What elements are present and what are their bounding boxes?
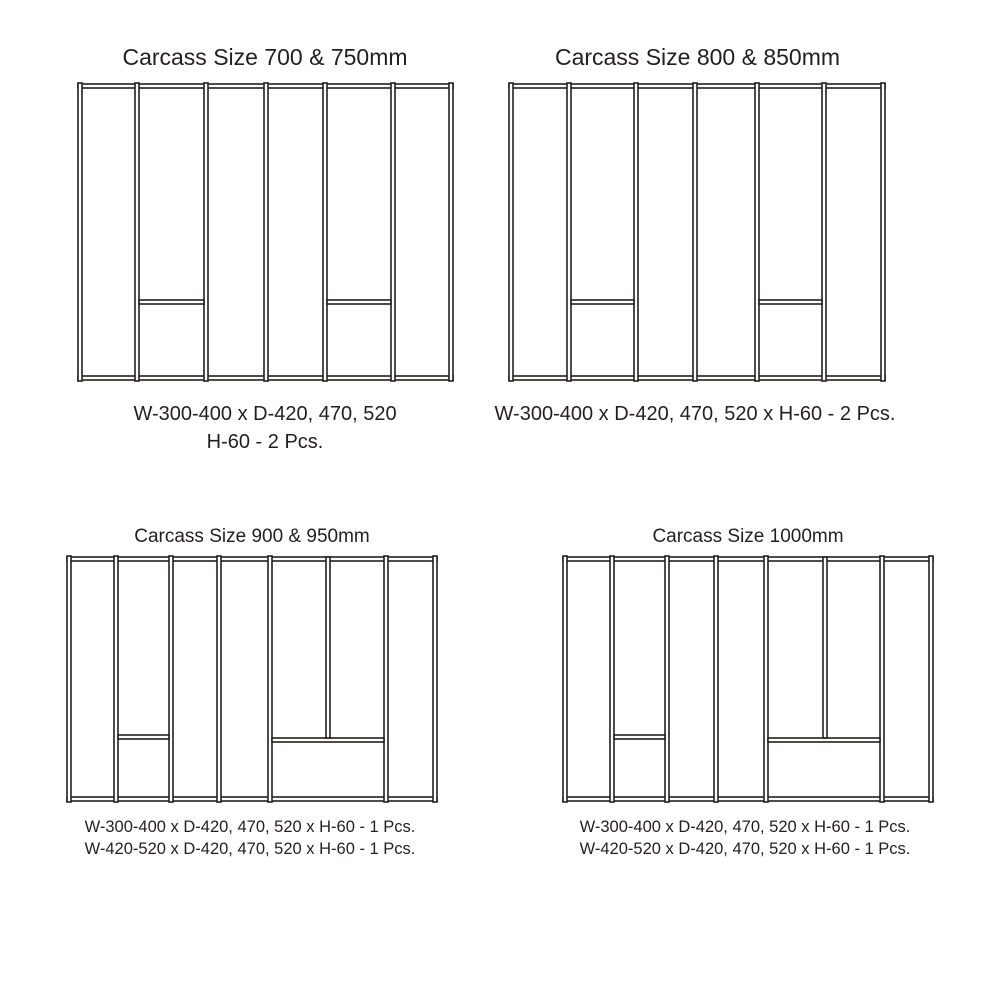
divider-vertical <box>323 83 327 381</box>
divider-horizontal <box>759 300 822 304</box>
tray-diagram-700-750 <box>78 83 453 381</box>
divider-vertical <box>264 83 268 381</box>
divider-vertical <box>169 556 173 802</box>
divider-vertical <box>563 556 567 802</box>
divider-vertical-partial <box>823 557 827 738</box>
caption-line: H-60 - 2 Pcs. <box>206 430 324 453</box>
divider-vertical-partial <box>326 557 330 738</box>
divider-vertical <box>693 83 697 381</box>
divider-vertical <box>391 83 395 381</box>
divider-vertical <box>634 83 638 381</box>
divider-vertical <box>610 556 614 802</box>
tray-diagram-900-950 <box>67 556 437 802</box>
divider-vertical <box>67 556 71 802</box>
divider-vertical <box>204 83 208 381</box>
divider-vertical <box>929 556 933 802</box>
divider-vertical <box>268 556 272 802</box>
caption-line: W-420-520 x D-420, 470, 520 x H-60 - 1 Pcs. <box>84 840 416 859</box>
divider-vertical <box>714 556 718 802</box>
divider-horizontal <box>571 300 634 304</box>
divider-horizontal <box>614 735 665 739</box>
diagram-title-800-850: Carcass Size 800 & 850mm <box>554 44 841 70</box>
frame-rail-bottom <box>67 797 437 801</box>
divider-horizontal <box>327 300 391 304</box>
divider-vertical <box>755 83 759 381</box>
caption-line: W-300-400 x D-420, 470, 520 x H-60 - 2 Pcs. <box>494 403 896 425</box>
tray-diagram-1000 <box>563 556 933 802</box>
frame-rail-bottom <box>563 797 933 801</box>
diagram-title-900-950: Carcass Size 900 & 950mm <box>134 526 370 547</box>
divider-vertical <box>78 83 82 381</box>
divider-vertical <box>114 556 118 802</box>
divider-vertical <box>764 556 768 802</box>
frame-rail-top <box>67 557 437 561</box>
divider-vertical <box>384 556 388 802</box>
divider-horizontal <box>139 300 204 304</box>
divider-vertical <box>135 83 139 381</box>
caption-line: W-420-520 x D-420, 470, 520 x H-60 - 1 Pcs. <box>579 840 911 859</box>
diagram-title-1000: Carcass Size 1000mm <box>652 526 844 547</box>
divider-vertical <box>880 556 884 802</box>
divider-horizontal <box>118 735 169 739</box>
divider-vertical <box>881 83 885 381</box>
frame-rail-top <box>563 557 933 561</box>
caption-line: W-300-400 x D-420, 470, 520 x H-60 - 1 Pcs. <box>84 818 416 836</box>
divider-vertical <box>567 83 571 381</box>
caption-line: W-300-400 x D-420, 470, 520 <box>133 403 397 425</box>
diagram-title-700-750: Carcass Size 700 & 750mm <box>122 44 408 70</box>
divider-vertical <box>665 556 669 802</box>
divider-vertical <box>217 556 221 802</box>
divider-vertical <box>433 556 437 802</box>
divider-vertical <box>822 83 826 381</box>
tray-diagram-800-850 <box>509 83 885 381</box>
divider-vertical <box>509 83 513 381</box>
caption-line: W-300-400 x D-420, 470, 520 x H-60 - 1 Pcs. <box>579 818 911 836</box>
divider-vertical <box>449 83 453 381</box>
